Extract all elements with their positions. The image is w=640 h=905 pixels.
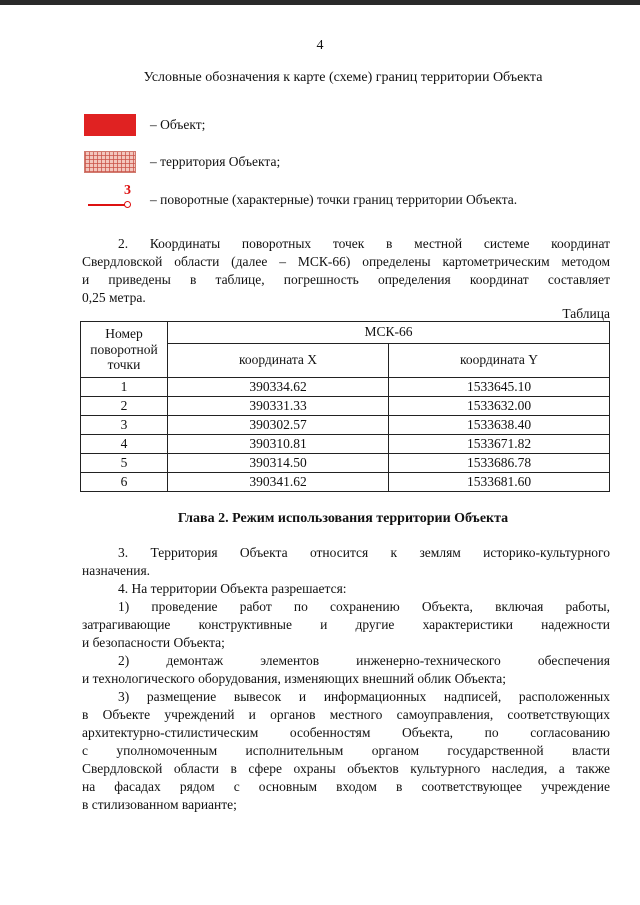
chapter-title: Глава 2. Режим использования территории Объекта <box>177 511 509 526</box>
header-point-number: Номер поворотной точки <box>81 322 168 378</box>
coordinates-table <box>80 321 610 492</box>
header-y: координата Y <box>389 344 610 378</box>
cell-y: 1533671.82 <box>389 435 610 454</box>
para4-line-9: архитектурно-стилистическим особенностям Объекта, по согласованию <box>82 725 610 740</box>
para4-line-10: с уполномоченным исполнительным органом государственной власти <box>82 743 610 758</box>
cell-point: 3 <box>81 416 168 435</box>
para4-line-2: 1) проведение работ по сохранению Объекта, включая работы, <box>118 599 610 614</box>
para4-line-7: 3) размещение вывесок и информационных надписей, расположенных <box>118 689 610 704</box>
object-area-icon <box>84 114 136 136</box>
para4-line-4: и безопасности Объекта; <box>82 635 225 650</box>
cell-y: 1533681.60 <box>389 473 610 492</box>
cell-point: 1 <box>81 378 168 397</box>
legend-text-turning-point: – поворотные (характерные) точки границ территории Объекта. <box>150 191 518 207</box>
cell-x: 390314.50 <box>168 454 389 473</box>
para3-line-1: 3. Территория Объекта относится к землям историко-культурного <box>118 545 610 560</box>
cell-point: 2 <box>81 397 168 416</box>
cell-x: 390341.62 <box>168 473 389 492</box>
territory-hatch-icon <box>84 151 136 173</box>
para4-line-12: на фасадах рядом с основным входом в соответствующее учреждение <box>82 779 610 794</box>
para2-line-2: Свердловской области (далее – МСК-66) определены картометрическим методом <box>82 254 610 269</box>
para4-line-3: затрагивающие конструктивные и другие характеристики надежности <box>82 617 610 632</box>
page-number: 4 <box>316 38 324 53</box>
legend-item-territory <box>84 151 280 173</box>
para2-line-4: 0,25 метра. <box>82 290 146 305</box>
para2-line-3: и приведены в таблице, погрешность определения координат составляет <box>82 272 610 287</box>
cell-x: 390334.62 <box>168 378 389 397</box>
cell-x: 390302.57 <box>168 416 389 435</box>
legend-title: Условные обозначения к карте (схеме) границ территории Объекта <box>143 70 543 85</box>
cell-point: 6 <box>81 473 168 492</box>
cell-x: 390310.81 <box>168 435 389 454</box>
table-row <box>81 454 610 473</box>
legend-text-object: – Объект; <box>150 116 206 132</box>
para4-line-8: в Объекте учреждений и органов местного самоуправления, соответствующих <box>82 707 610 722</box>
cell-y: 1533638.40 <box>389 416 610 435</box>
para4-line-1: 4. На территории Объекта разрешается: <box>118 581 347 596</box>
header-x: координата X <box>168 344 389 378</box>
scan-top-edge <box>0 0 640 5</box>
cell-point: 4 <box>81 435 168 454</box>
table-row <box>81 416 610 435</box>
para4-line-5: 2) демонтаж элементов инженерно-технического обеспечения <box>118 653 610 668</box>
cell-y: 1533686.78 <box>389 454 610 473</box>
cell-y: 1533645.10 <box>389 378 610 397</box>
para4-line-6: и технологического оборудования, изменяющих внешний облик Объекта; <box>82 671 507 686</box>
table-caption: Таблица <box>562 306 610 321</box>
cell-y: 1533632.00 <box>389 397 610 416</box>
turning-point-label: 3 <box>124 183 131 198</box>
para4-line-13: в стилизованном варианте; <box>82 797 237 812</box>
table-row <box>81 378 610 397</box>
para2-line-1: 2. Координаты поворотных точек в местной системе координат <box>118 236 610 251</box>
table-row <box>81 435 610 454</box>
table-row <box>81 473 610 492</box>
legend-item-turning-point <box>84 183 518 211</box>
legend-item-object <box>84 114 205 136</box>
turning-point-icon <box>84 183 136 211</box>
header-coordinate-system: МСК-66 <box>168 322 610 344</box>
cell-x: 390331.33 <box>168 397 389 416</box>
para4-line-11: Свердловской области в сфере охраны объектов культурного наследия, а также <box>82 761 610 776</box>
legend-text-territory: – территория Объекта; <box>150 153 281 169</box>
cell-point: 5 <box>81 454 168 473</box>
para3-line-2: назначения. <box>82 563 151 578</box>
table-row <box>81 397 610 416</box>
